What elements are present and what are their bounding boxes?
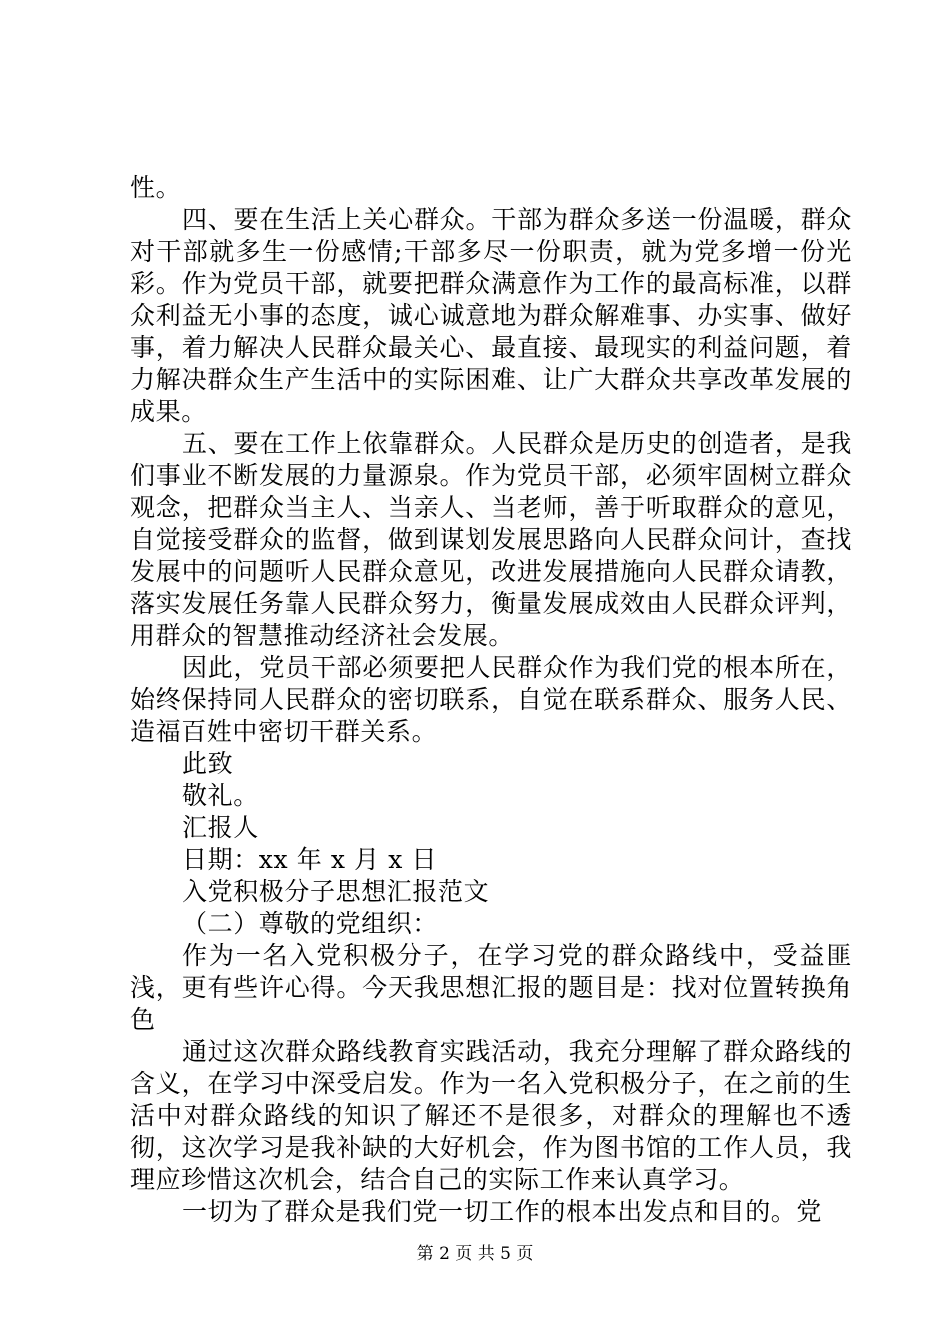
paragraph-3: 因此，党员干部必须要把人民群众作为我们党的根本所在，始终保持同人民群众的密切联系，自觉在联系群众、服务人民、造福百姓中密切干群关系。 [130,653,852,746]
date-line: 日期：xx 年 x 月 x 日 [182,845,438,874]
document-body [130,172,852,1228]
paragraph-12: 一切为了群众是我们党一切工作的根本出发点和目的。党 [182,1197,823,1226]
paragraph-11: 通过这次群众路线教育实践活动，我充分理解了群众路线的含义，在学习中深受启发。作为一名入党积极分子，在之前的生活中对群众路线的知识了解还不是很多，对群众的理解也不透彻，这次学习是我补缺的大好机会，作为图书馆的工作人员，我理应珍惜这次机会，结合自己的实际工作来认真学习。 [130,1037,852,1194]
closing-salutation: 此致 [182,749,234,778]
paragraph-1: 四、要在生活上关心群众。干部为群众多送一份温暖，群众对干部就多生一份感情;干部多尽一份职责，就为党多增一份光彩。作为党员干部，就要把群众满意作为工作的最高标准，以群众利益无小事的态度，诚心诚意地为群众解难事、办实事、做好事，着力解决人民群众最关心、最直接、最现实的利益问题，着力解决群众生产生活中的实际困难、让广大群众共享改革发展的成果。 [130,205,852,426]
paragraph-2: 五、要在工作上依靠群众。人民群众是历史的创造者，是我们事业不断发展的力量源泉。作为党员干部，必须牢固树立群众观念，把群众当主人、当亲人、当老师，善于听取群众的意见，自觉接受群众的监督，做到谋划发展思路向人民群众问计，查找发展中的问题听人民群众意见，改进发展措施向人民群众请教，落实发展任务靠人民群众努力，衡量发展成效由人民群众评判，用群众的智慧推动经济社会发展。 [130,429,852,650]
paragraph-0: 性。 [130,173,182,202]
closing-regards: 敬礼。 [182,781,259,810]
section-greeting: （二）尊敬的党组织： [182,909,439,938]
reporter-label: 汇报人 [182,813,259,842]
paragraph-10: 作为一名入党积极分子，在学习党的群众路线中，受益匪浅，更有些许心得。今天我思想汇报的题目是：找对位置转换角色 [130,941,852,1034]
page-number-footer: 第 2 页 共 5 页 [416,1244,534,1264]
section-title: 入党积极分子思想汇报范文 [182,877,490,906]
